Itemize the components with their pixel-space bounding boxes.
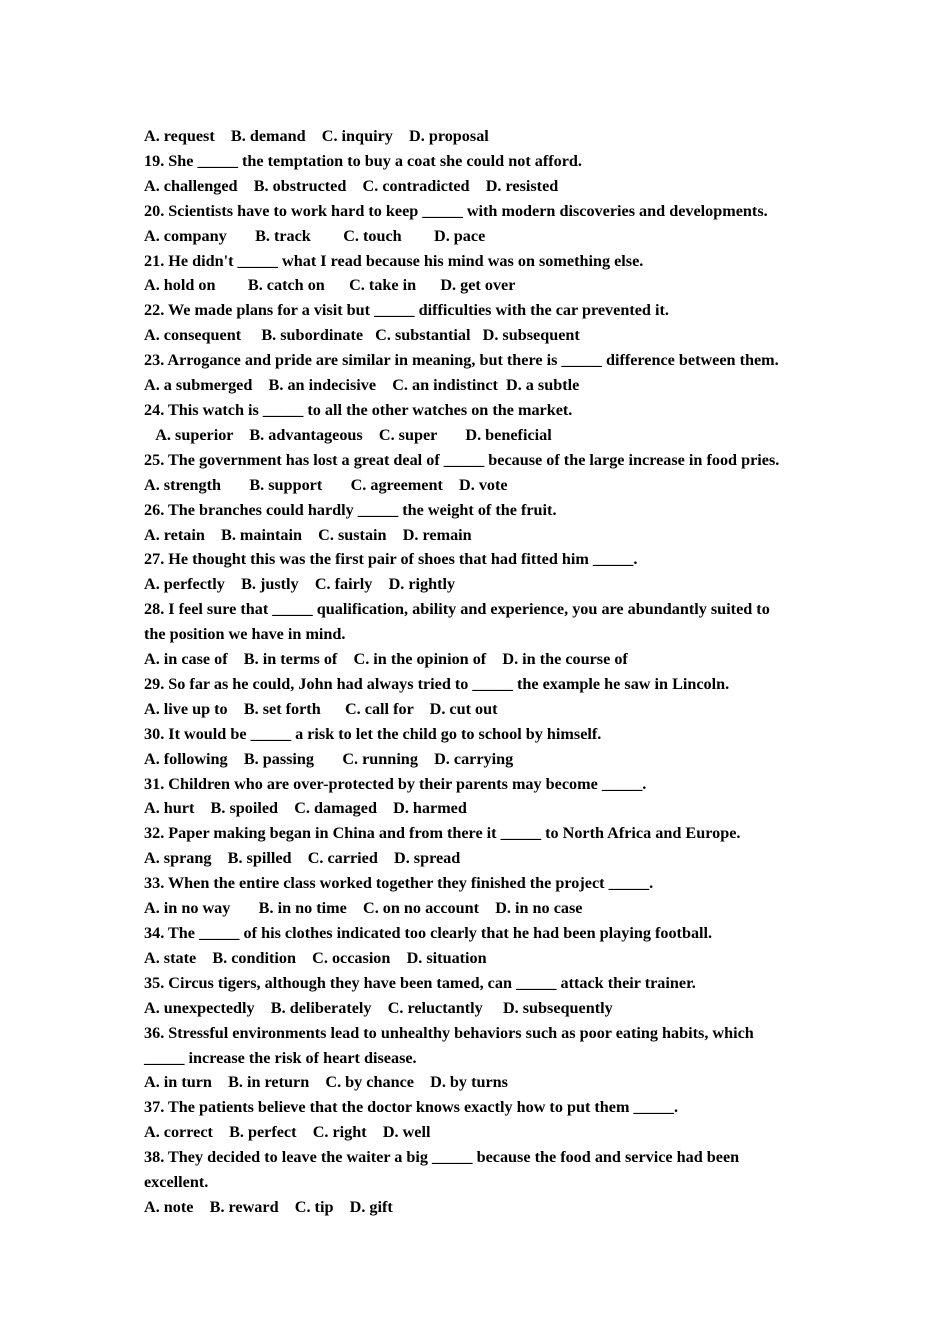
question-37: 37. The patients believe that the doctor knows exactly how to put them _____. xyxy=(144,1098,679,1117)
option-line-36: A. in turn B. in return C. by chance D. by turns xyxy=(144,1073,508,1092)
option-line-23: A. a submerged B. an indecisive C. an indistinct D. a subtle xyxy=(144,376,580,395)
option-line-24: A. superior B. advantageous C. super D. beneficial xyxy=(144,425,552,444)
option-line-38: A. note B. reward C. tip D. gift xyxy=(144,1197,393,1216)
question-32: 32. Paper making began in China and from there it _____ to North Africa and Europe. xyxy=(144,824,741,843)
option-line-33: A. in no way B. in no time C. on no account D. in no case xyxy=(144,899,583,918)
question-30: 30. It would be _____ a risk to let the child go to school by himself. xyxy=(144,724,602,743)
option-line-22: A. consequent B. subordinate C. substantial D. subsequent xyxy=(144,326,580,345)
option-line-32: A. sprang B. spilled C. carried D. spread xyxy=(144,849,461,868)
option-line-30: A. following B. passing C. running D. carrying xyxy=(144,749,514,768)
question-36: 36. Stressful environments lead to unhealthy behaviors such as poor eating habits, which xyxy=(144,1023,754,1042)
question-23: 23. Arrogance and pride are similar in meaning, but there is _____ difference between them. xyxy=(144,351,779,370)
option-line-29: A. live up to B. set forth C. call for D. cut out xyxy=(144,699,498,718)
question-20: 20. Scientists have to work hard to keep _____ with modern discoveries and developments. xyxy=(144,201,768,220)
question-22: 22. We made plans for a visit but _____ difficulties with the car prevented it. xyxy=(144,301,669,320)
option-line-31: A. hurt B. spoiled C. damaged D. harmed xyxy=(144,799,467,818)
question-38-continued: excellent. xyxy=(144,1173,209,1192)
option-line-21: A. hold on B. catch on C. take in D. get over xyxy=(144,276,516,295)
question-33: 33. When the entire class worked together they finished the project _____. xyxy=(144,874,654,893)
question-38: 38. They decided to leave the waiter a big _____ because the food and service had been xyxy=(144,1148,740,1167)
question-21: 21. He didn't _____ what I read because his mind was on something else. xyxy=(144,251,644,270)
question-26: 26. The branches could hardly _____ the weight of the fruit. xyxy=(144,500,557,519)
option-line-28: A. in case of B. in terms of C. in the opinion of D. in the course of xyxy=(144,650,628,669)
option-line-20: A. company B. track C. touch D. pace xyxy=(144,226,486,245)
question-28-continued: the position we have in mind. xyxy=(144,625,346,644)
question-28: 28. I feel sure that _____ qualification, ability and experience, you are abundantly suited to xyxy=(144,600,770,619)
option-line-18: A. request B. demand C. inquiry D. proposal xyxy=(144,127,489,145)
option-line-35: A. unexpectedly B. deliberately C. reluctantly D. subsequently xyxy=(144,998,613,1017)
question-27: 27. He thought this was the first pair of shoes that had fitted him _____. xyxy=(144,550,638,569)
question-24: 24. This watch is _____ to all the other watches on the market. xyxy=(144,400,573,419)
option-line-37: A. correct B. perfect C. right D. well xyxy=(144,1123,431,1142)
question-35: 35. Circus tigers, although they have been tamed, can _____ attack their trainer. xyxy=(144,973,696,992)
question-29: 29. So far as he could, John had always tried to _____ the example he saw in Lincoln. xyxy=(144,674,730,693)
option-line-34: A. state B. condition C. occasion D. situation xyxy=(144,948,487,967)
question-31: 31. Children who are over-protected by their parents may become _____. xyxy=(144,774,647,793)
question-34: 34. The _____ of his clothes indicated too clearly that he had been playing football. xyxy=(144,924,713,942)
question-19: 19. She _____ the temptation to buy a coat she could not afford. xyxy=(144,151,582,170)
document-page xyxy=(144,124,824,1220)
option-line-25: A. strength B. support C. agreement D. vote xyxy=(144,475,508,494)
option-line-26: A. retain B. maintain C. sustain D. remain xyxy=(144,525,472,544)
question-36-continued: _____ increase the risk of heart disease. xyxy=(144,1048,417,1067)
question-25: 25. The government has lost a great deal of _____ because of the large increase in food pries. xyxy=(144,450,780,469)
option-line-19: A. challenged B. obstructed C. contradicted D. resisted xyxy=(144,176,559,195)
option-line-27: A. perfectly B. justly C. fairly D. rightly xyxy=(144,575,456,594)
